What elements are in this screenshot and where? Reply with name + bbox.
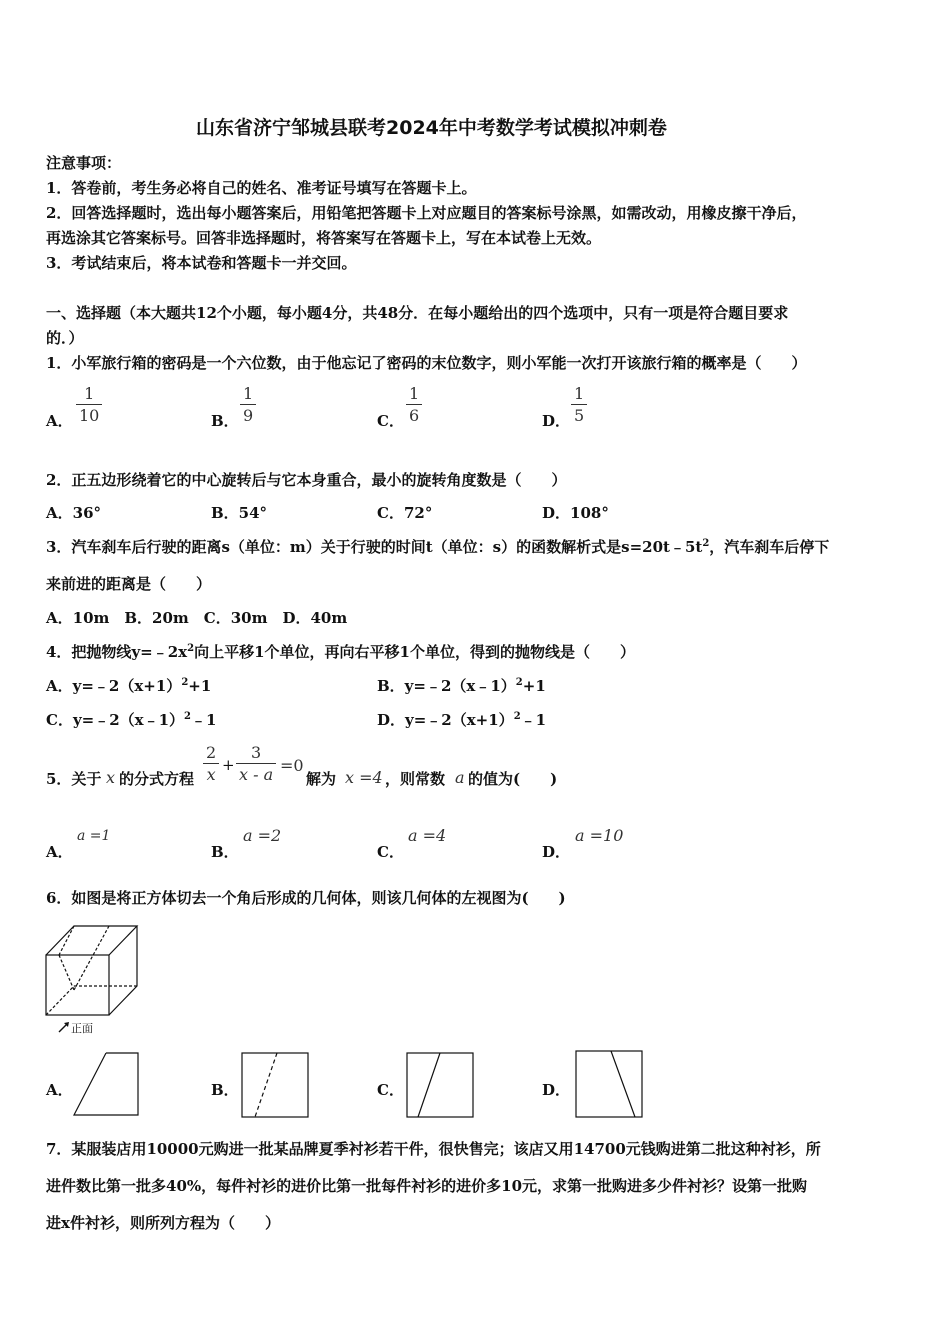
q6-option-a-label: A． <box>46 1081 73 1099</box>
fraction-numerator: 1 <box>409 384 420 403</box>
q1-option-b-label: B． <box>211 412 239 430</box>
question-1-text: 1．小军旅行箱的密码是一个六位数，由于他忘记了密码的末位数字，则小军能一次打开该旅行箱的概率是（ ） <box>46 354 807 372</box>
q5-option-b-label: B． <box>211 843 239 861</box>
q2-option-d: D．108° <box>542 504 609 522</box>
question-7-line-3: 进x件衬衫，则所列方程为（ ） <box>46 1214 280 1232</box>
question-7-line-2: 进件数比第一批多40%，每件衬衫的进价比第一批每件衬衫的进价多10元，求第一批购进多少件衬衫？设第一批购 <box>46 1177 808 1195</box>
q6-option-c-figure <box>406 1052 474 1118</box>
square-sup: 2 <box>515 677 523 688</box>
fraction-denominator: x <box>206 765 216 784</box>
q2-option-b: B．54° <box>211 504 268 522</box>
q6-option-c-label: C． <box>377 1081 404 1099</box>
q6-option-d-figure <box>575 1050 643 1118</box>
q4-option-b <box>377 675 546 696</box>
question-7-line-1: 7．某服装店用10000元购进一批某品牌夏季衬衫若干件，很快售完；该店又用14700元钱购进第二批这种衬衫，所 <box>46 1140 821 1158</box>
q4-option-c-text: C．y=﹣2（x﹣1） <box>46 711 185 729</box>
fraction-numerator: 1 <box>243 384 254 403</box>
q6-option-a-figure <box>72 1052 140 1116</box>
q1-option-a-fraction <box>76 384 102 425</box>
q5-fraction-1 <box>203 743 219 784</box>
cut-line-dashed-2 <box>74 926 109 990</box>
front-label: 正面 <box>71 1022 93 1035</box>
q3-text-part-a: 3．汽车刹车后行驶的距离s（单位：m）关于行驶的时间t（单位：s）的函数解析式是s=20t﹣5t <box>46 538 703 556</box>
fraction-denominator: 6 <box>409 406 420 425</box>
q1-option-c-fraction <box>406 384 422 425</box>
cube-front-face <box>46 955 109 1015</box>
q5-option-b-expr: a =2 <box>243 826 282 845</box>
question-6-text: 6．如图是将正方体切去一个角后形成的几何体，则该几何体的左视图为( ) <box>46 889 566 907</box>
cube-top-edges <box>46 926 137 955</box>
cut-line-dashed-3 <box>59 926 74 955</box>
section-heading-line-1: 一、选择题（本大题共12个小题，每小题4分，共48分．在每小题给出的四个选项中，只有一项是符合题目要求 <box>46 304 789 322</box>
square-sup: 2 <box>181 677 189 688</box>
fraction-denominator: x - a <box>239 765 274 784</box>
q5-equals-zero: =0 <box>280 756 304 775</box>
question-3-text <box>46 536 829 557</box>
fraction-denominator: 9 <box>243 406 254 425</box>
q5-plus: + <box>222 756 235 774</box>
q2-option-c: C．72° <box>377 504 433 522</box>
q1-option-d-label: D． <box>542 412 571 430</box>
notes-heading: 注意事项： <box>46 154 122 172</box>
q4-option-d-text: D．y=﹣2（x+1） <box>377 711 514 729</box>
note-1: 1．答卷前，考生务必将自己的姓名、准考证号填写在答题卡上。 <box>46 179 477 197</box>
fraction-numerator: 2 <box>206 743 217 762</box>
question-3-line-2: 来前进的距离是（ ） <box>46 575 212 593</box>
fraction-numerator: 3 <box>250 743 262 762</box>
q6-option-d-label: D． <box>542 1081 571 1099</box>
note-2-line-1: 2．回答选择题时，选出每小题答案后，用铅笔把答题卡上对应题目的答案标号涂黑，如需改动，用橡皮擦干净后， <box>46 204 807 222</box>
q5-mid: 的分式方程 <box>119 770 195 788</box>
section-heading-line-2: 的．） <box>46 329 84 347</box>
q4-superscript: 2 <box>187 643 195 654</box>
q4-option-d <box>377 709 546 730</box>
q5-prefix: 5．关于 <box>46 770 102 788</box>
q3-text-part-b: ，汽车刹车后停下 <box>709 538 830 556</box>
q3-superscript: 2 <box>702 538 710 549</box>
cut-line-dashed <box>59 955 74 990</box>
question-4-text <box>46 641 635 662</box>
square-sup: 2 <box>513 711 521 722</box>
q4-text-part-b: 向上平移1个单位，再向右平移1个单位，得到的抛物线是（ ） <box>194 643 635 661</box>
q5-tail-2: 的值为( ) <box>468 770 558 788</box>
fraction-numerator: 1 <box>84 384 95 403</box>
front-arrow-icon <box>57 1020 71 1034</box>
q1-option-d-fraction <box>571 384 587 425</box>
q5-solution: x =4 <box>345 768 383 787</box>
q5-solution-text: 解为 <box>306 770 337 788</box>
cut-cube-figure <box>40 922 145 1017</box>
fraction-numerator: 1 <box>574 384 585 403</box>
q4-option-b-tail: +1 <box>522 677 546 695</box>
q4-option-b-text: B．y=﹣2（x﹣1） <box>377 677 516 695</box>
q4-option-a-tail: +1 <box>188 677 212 695</box>
q5-option-c-label: C． <box>377 843 404 861</box>
q5-option-c-expr: a =4 <box>408 826 447 845</box>
q5-option-d-expr: a =10 <box>575 826 624 845</box>
q5-option-a-expr: a =1 <box>77 828 111 844</box>
hidden-edge <box>46 986 74 1015</box>
square-sup: 2 <box>184 711 192 722</box>
q5-var-a: a <box>455 768 465 787</box>
q5-option-d-label: D． <box>542 843 571 861</box>
page-title: 山东省济宁邹城县联考2024年中考数学考试模拟冲刺卷 <box>196 117 667 139</box>
q4-option-c-tail: ﹣1 <box>191 711 217 729</box>
fraction-denominator: 10 <box>79 406 100 425</box>
fraction-denominator: 5 <box>574 406 585 425</box>
q1-option-b-fraction <box>240 384 256 425</box>
q4-text-part-a: 4．把抛物线y=﹣2x <box>46 643 188 661</box>
q5-var-x: x <box>106 768 116 787</box>
note-2-line-2: 再选涂其它答案标号。回答非选择题时，将答案写在答题卡上，写在本试卷上无效。 <box>46 229 602 247</box>
q6-option-b-label: B． <box>211 1081 239 1099</box>
q4-option-a <box>46 675 211 696</box>
q4-option-a-text: A．y=﹣2（x+1） <box>46 677 182 695</box>
q5-option-a-label: A． <box>46 843 73 861</box>
cube-right-edges <box>109 926 137 1015</box>
q2-option-a: A．36° <box>46 504 102 522</box>
q5-fraction-2 <box>236 743 276 784</box>
q4-option-d-tail: ﹣1 <box>520 711 547 729</box>
q6-option-b-figure <box>241 1052 309 1118</box>
q4-option-c <box>46 709 216 730</box>
question-2-text: 2．正五边形绕着它的中心旋转后与它本身重合，最小的旋转角度数是（ ） <box>46 471 567 489</box>
q5-tail-1: ，则常数 <box>385 770 446 788</box>
note-3: 3．考试结束后，将本试卷和答题卡一并交回。 <box>46 254 357 272</box>
q1-option-a-label: A． <box>46 412 73 430</box>
q1-option-c-label: C． <box>377 412 404 430</box>
q3-options: A．10m B．20m C．30m D．40m <box>46 609 348 627</box>
